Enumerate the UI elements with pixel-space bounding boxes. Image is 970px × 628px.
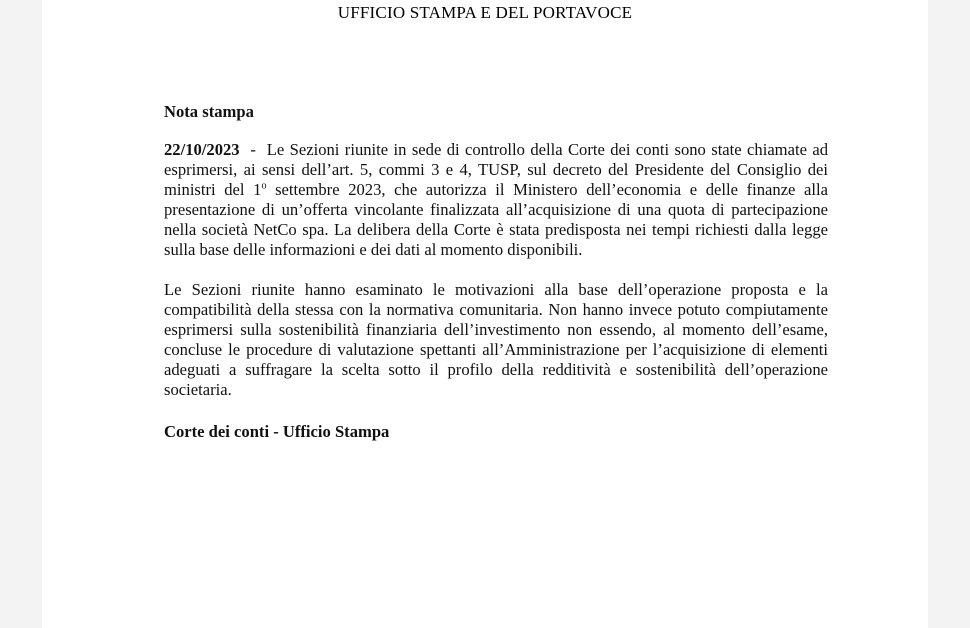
ordinal-superscript: o bbox=[261, 180, 267, 192]
paragraph-assessment: Le Sezioni riunite hanno esaminato le motivazioni alla base dell’operazione proposta e la compatibilità della stessa con la normativa comunitaria. Non hanno invece potuto compiutamente esprimersi sulla sostenibilità finanziaria dell’investimento non essendo, al momento dell’esame, concluse le procedure di valutazione spettanti all’Amministrazione per l’acquisizione di elementi adeguati a suffragare la scelta sotto il profilo della redditività e sostenibilità dell’operazione societaria. bbox=[164, 280, 828, 399]
paragraph-intro bbox=[164, 140, 828, 260]
date-separator: - bbox=[239, 140, 267, 159]
paragraph-intro-text-b: settembre 2023, che autorizza il Ministero dell’economia e delle finanze alla presentazione di un’offerta vincolante finalizzata all’acquisizione di una quota di partecipazione nella società NetCo spa. La delibera della Corte è stata predisposta nei tempi richiesti dalla legge sulla base delle informazioni e dei dati al momento disponibili. bbox=[164, 180, 828, 259]
paragraph-intro-text-a: Le Sezioni riunite in sede di controllo della Corte dei conti sono state chiamate ad esprimersi, ai sensi dell’art. 5, commi 3 e 4, TUSP, sul decreto del Presidente del Consiglio dei ministri del 1 bbox=[164, 140, 828, 199]
office-header: UFFICIO STAMPA E DEL PORTAVOCE bbox=[337, 3, 633, 22]
press-note-heading: Nota stampa bbox=[164, 102, 254, 121]
release-date: 22/10/2023 bbox=[164, 140, 240, 159]
document-page bbox=[42, 0, 928, 628]
press-release-body bbox=[164, 102, 828, 442]
signature: Corte dei conti - Ufficio Stampa bbox=[164, 422, 390, 441]
